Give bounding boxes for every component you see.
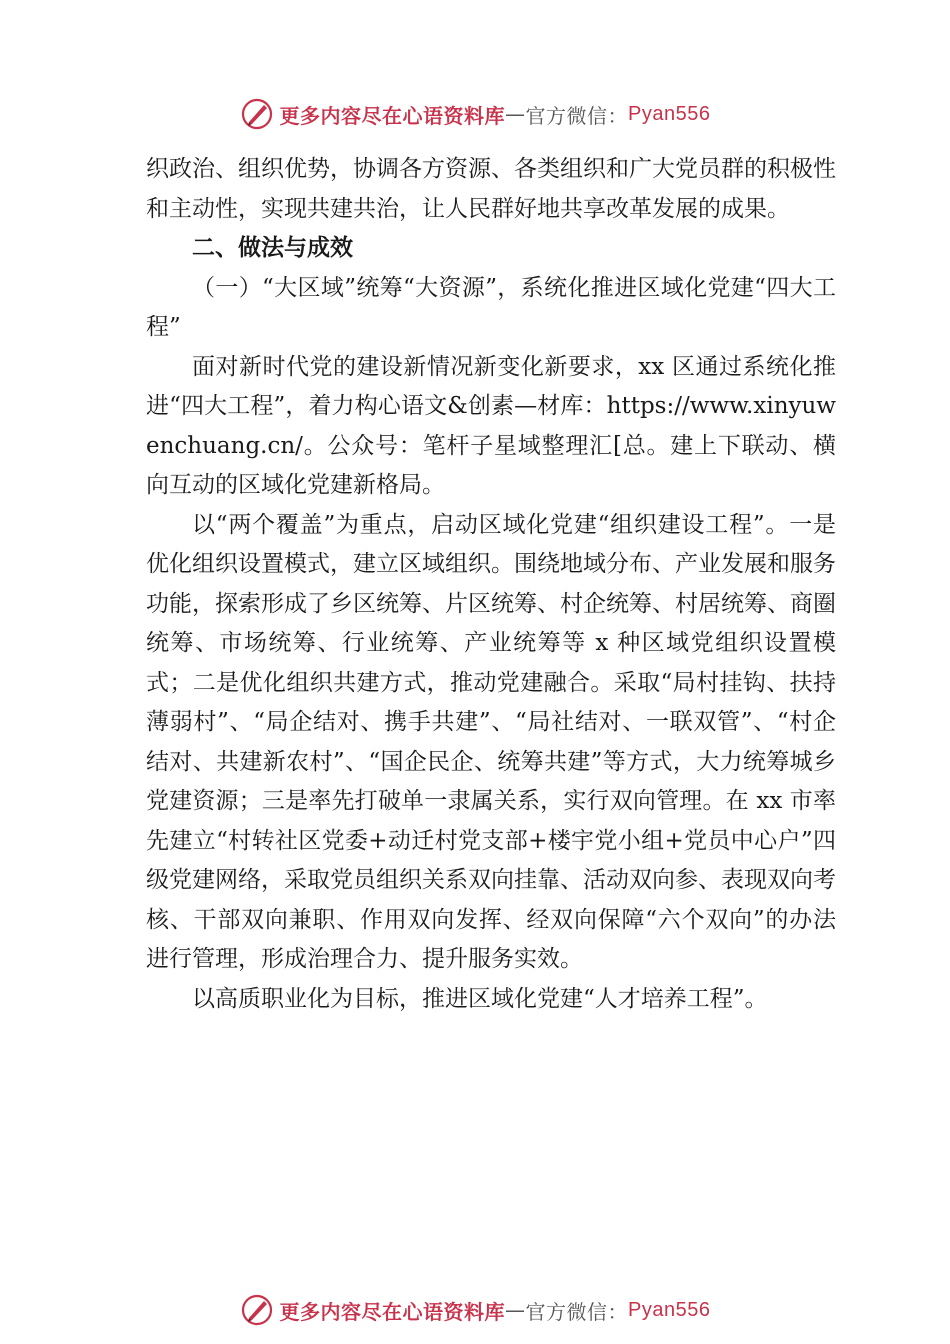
watermark-separator: — xyxy=(505,1298,526,1322)
header-watermark xyxy=(0,94,950,134)
subsection-heading: （一）“大区域”统筹“大资源”，系统化推进区域化党建“四大工程” xyxy=(146,274,836,340)
pen-logo-icon xyxy=(240,1293,274,1327)
footer-watermark xyxy=(0,1290,950,1330)
watermark-wechat-id: Pyan556 xyxy=(628,102,711,125)
watermark-label: 官方微信： xyxy=(525,103,629,128)
paragraph-talent: 以高质职业化为目标，推进区域化党建“人才培养工程”。 xyxy=(192,985,768,1012)
pen-logo-icon xyxy=(240,97,274,131)
paragraph-organization: 以“两个覆盖”为重点，启动区域化党建“组织建设工程”。一是优化组织设置模式，建立区域组织。围绕地域分布、产业发展和服务功能，探索形成了乡区统筹、片区统筹、村企统筹、村居统筹、商圈统筹、市场统筹、行业统筹、产业统筹等 x 种区域党组织设置模式；二是优化组织共建方式，推动党建融合。采取“局村挂钩、扶持薄弱村”、“局企结对、携手共建”、“局社结对、一联双管”、“村企结对、共建新农村”、“国企民企、统筹共建”等方式，大力统筹城乡党建资源；三是率先打破单一隶属关系，实行双向管理。在 xx 市率先建立“村转社区党委+动迁村党支部+楼宇党小组+党员中心户”四级党建网络，采取党员组织关系双向挂靠、活动双向参、表现双向考核、干部双向兼职、作用双向发挥、经双向保障“六个双向”的办法进行管理，形成治理合力、提升服务实效。 xyxy=(146,511,836,972)
watermark-main-text: 更多内容尽在心语资料库 xyxy=(279,103,506,128)
section-heading: 二、做法与成效 xyxy=(192,235,353,261)
paragraph-continuation: 织政治、组织优势，协调各方资源、各类组织和广大党员群的积极性和主动性，实现共建共治，让人民群好地共享改革发展的成果。 xyxy=(146,156,836,222)
watermark-separator: — xyxy=(505,102,526,126)
document-body xyxy=(146,150,836,1019)
watermark-label: 官方微信： xyxy=(525,1299,629,1324)
watermark-main-text: 更多内容尽在心语资料库 xyxy=(279,1299,506,1324)
paragraph-intro: 面对新时代党的建设新情况新变化新要求，xx 区通过系统化推进“四大工程”，着力构心语文&创素—材库：https://www.xinyuwenchuang.cn/。公众号：笔杆子星域整理汇[总。建上下联动、横向互动的区域化党建新格局。 xyxy=(146,353,836,498)
watermark-wechat-id: Pyan556 xyxy=(628,1298,711,1321)
